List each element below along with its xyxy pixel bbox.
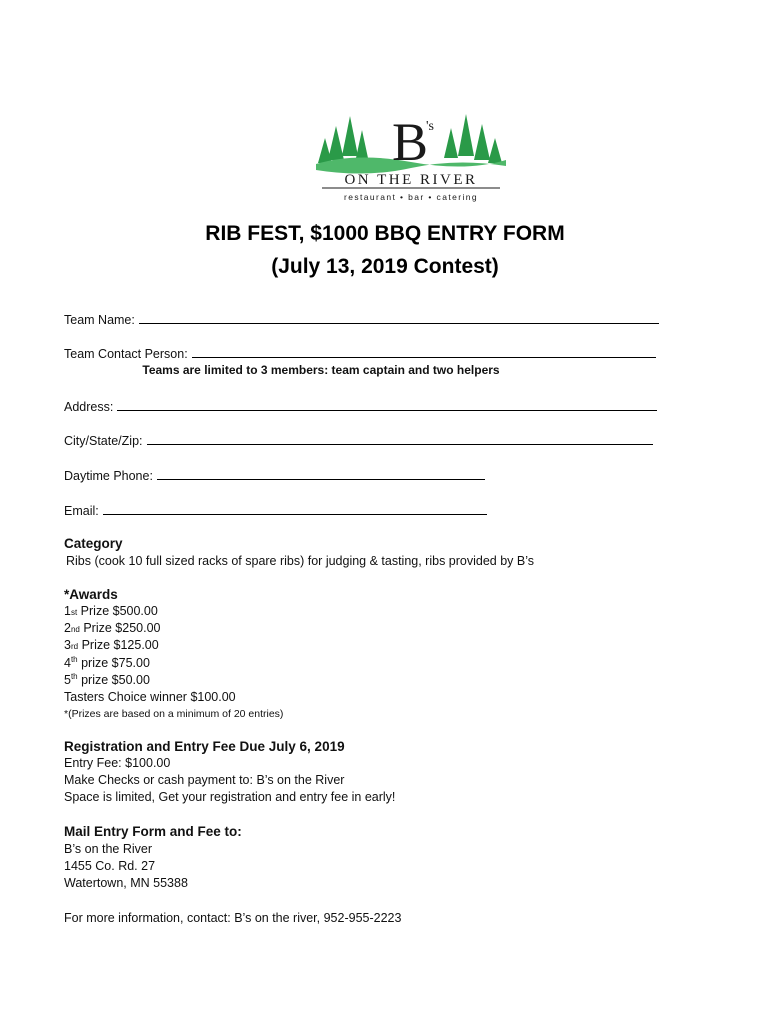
prize-5: 5th prize $50.00 — [64, 672, 150, 688]
contact-info: For more information, contact: B’s on the river, 952-955-2223 — [64, 911, 402, 925]
pine-trees-right-icon — [444, 114, 502, 163]
form-title: RIB FEST, $1000 BBQ ENTRY FORM — [205, 222, 565, 245]
form-subtitle: (July 13, 2019 Contest) — [271, 255, 499, 278]
mail-line-3: Watertown, MN 55388 — [64, 876, 188, 890]
daytime-phone-label: Daytime Phone: — [64, 469, 153, 483]
address-field[interactable] — [117, 398, 657, 411]
category-text: Ribs (cook 10 full sized racks of spare ribs) for judging & tasting, ribs provided by B’s — [66, 554, 535, 568]
city-state-zip-row — [64, 432, 653, 448]
mail-line-1: B’s on the River — [64, 842, 153, 856]
city-state-zip-label: City/State/Zip: — [64, 434, 143, 448]
logo-tagline: restaurant • bar • catering — [344, 192, 478, 202]
prize-2: 2nd Prize $250.00 — [64, 621, 161, 635]
awards-heading: *Awards — [64, 587, 118, 602]
space-limited: Space is limited, Get your registration and entry fee in early! — [64, 790, 396, 804]
address-label: Address: — [64, 400, 114, 414]
category-heading: Category — [64, 536, 123, 551]
prizes-note: *(Prizes are based on a minimum of 20 entries) — [64, 708, 284, 720]
team-name-label: Team Name: — [64, 313, 135, 327]
daytime-phone-row — [64, 467, 485, 483]
prize-1: 1st Prize $500.00 — [64, 604, 158, 618]
bs-on-the-river-logo — [316, 108, 506, 204]
email-field[interactable] — [103, 502, 487, 515]
city-state-zip-field[interactable] — [147, 432, 653, 445]
team-contact-field[interactable] — [192, 345, 656, 358]
logo-letter: B — [392, 112, 429, 172]
logo-suffix: 's — [426, 119, 434, 134]
address-row — [64, 398, 657, 414]
payment-info: Make Checks or cash payment to: B’s on the River — [64, 773, 345, 787]
pine-trees-left-icon — [318, 116, 368, 163]
registration-heading: Registration and Entry Fee Due July 6, 2019 — [64, 739, 345, 754]
tasters-choice: Tasters Choice winner $100.00 — [64, 690, 236, 704]
email-label: Email: — [64, 504, 99, 518]
entry-fee: Entry Fee: $100.00 — [64, 756, 171, 770]
prize-4: 4th prize $75.00 — [64, 655, 150, 671]
team-contact-row — [64, 345, 656, 361]
email-row — [64, 502, 487, 518]
team-name-field[interactable] — [139, 311, 659, 324]
mail-line-2: 1455 Co. Rd. 27 — [64, 859, 156, 873]
mail-heading: Mail Entry Form and Fee to: — [64, 824, 242, 839]
team-contact-label: Team Contact Person: — [64, 347, 188, 361]
team-name-row — [64, 311, 659, 327]
prize-3: 3rd Prize $125.00 — [64, 638, 159, 652]
daytime-phone-field[interactable] — [157, 467, 485, 480]
team-limit-note: Teams are limited to 3 members: team captain and two helpers — [142, 363, 500, 377]
logo-name: ON THE RIVER — [344, 172, 478, 188]
